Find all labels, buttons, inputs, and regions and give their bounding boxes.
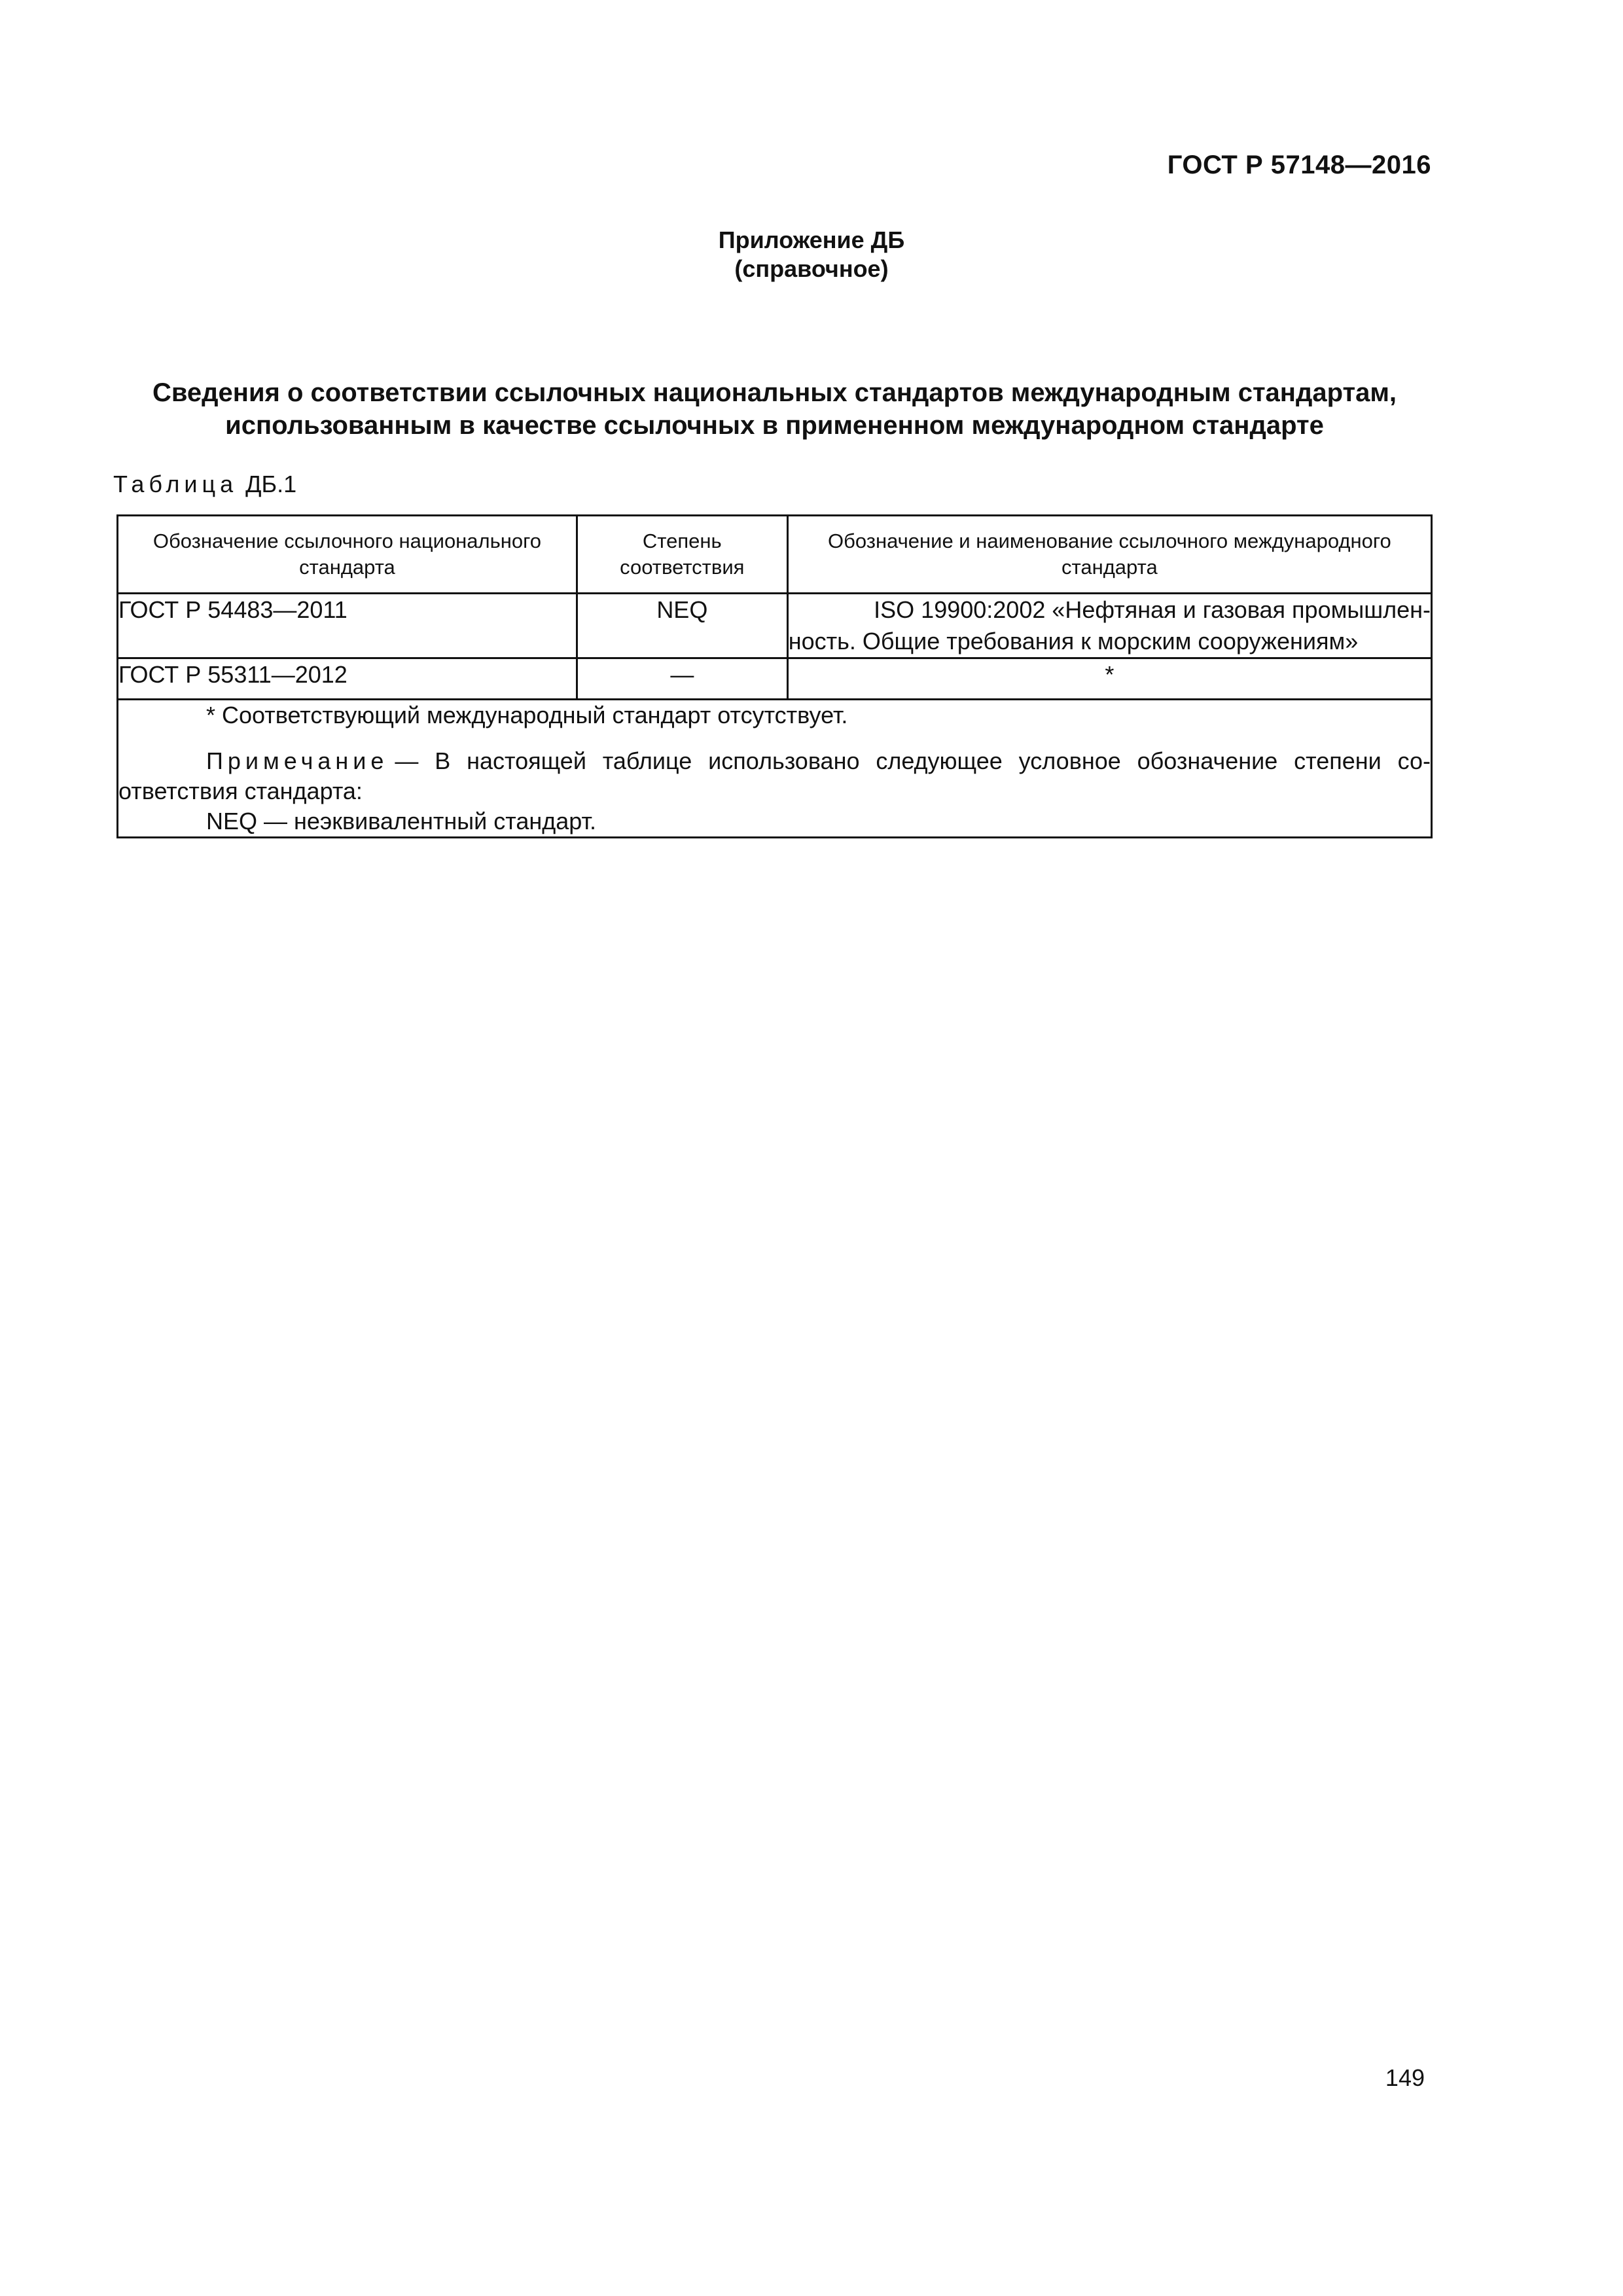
table-header-row — [118, 516, 1432, 594]
column-header-degree: Степень соответствия — [577, 516, 787, 594]
appendix-title: Приложение ДБ — [718, 226, 905, 253]
footnote-text: * Соответствующий международный стандарт отсутствует. — [206, 702, 848, 728]
national-standard-cell: ГОСТ Р 54483—2011 — [118, 594, 577, 658]
note-paragraph — [118, 746, 1431, 806]
table-row — [118, 594, 1432, 658]
reference-table — [116, 514, 1433, 838]
note-neq-definition: NEQ — неэквивалентный стандарт. — [206, 808, 597, 834]
section-heading — [118, 376, 1431, 442]
heading-line-1: Сведения о соответствии ссылочных национальных стандартов международным стандартам, — [152, 378, 1397, 407]
column-header-national: Обозначение ссылочного национального стандарта — [118, 516, 577, 594]
international-line-2: ность. Общие требования к морским сооружениям» — [788, 628, 1359, 655]
table-row — [118, 658, 1432, 700]
heading-line-2: использованным в качестве ссылочных в примененном международном стандарте — [225, 411, 1324, 440]
page-number: 149 — [1385, 2064, 1425, 2091]
table-caption-word: Таблица — [113, 471, 238, 497]
degree-cell: — — [577, 658, 787, 700]
international-line-1: ISO 19900:2002 «Нефтяная и газовая промышлен- — [874, 596, 1431, 623]
table-footnote-row — [118, 700, 1432, 838]
international-standard-cell: * — [787, 658, 1431, 700]
table-caption-number: ДБ.1 — [245, 471, 297, 497]
degree-cell: NEQ — [577, 594, 787, 658]
column-header-international: Обозначение и наименование ссылочного международного стандарта — [787, 516, 1431, 594]
appendix-type: (справочное) — [734, 255, 889, 282]
appendix-header — [0, 226, 1623, 283]
note-label: Примечание — [206, 747, 389, 774]
international-standard-cell — [787, 594, 1431, 658]
national-standard-cell: ГОСТ Р 55311—2012 — [118, 658, 577, 700]
table-notes-cell — [118, 700, 1432, 838]
table-caption — [113, 470, 296, 499]
note-text: — В настоящей таблице использовано следующее условное обозначение степени со-ответствия стандарта: — [118, 747, 1431, 804]
standard-id: ГОСТ Р 57148—2016 — [1167, 151, 1431, 179]
